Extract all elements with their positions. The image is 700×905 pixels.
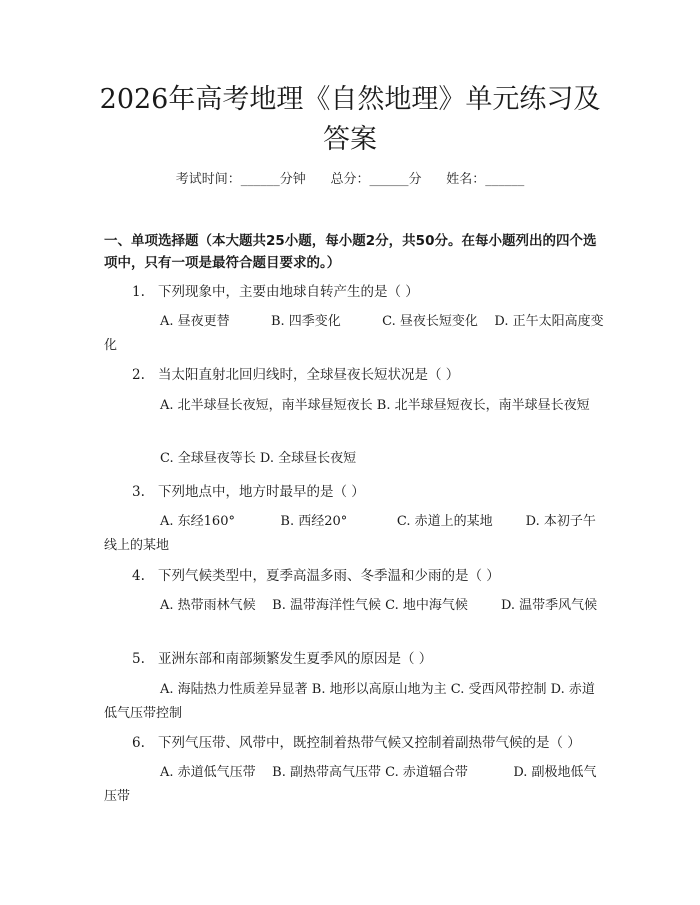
question-2-stem xyxy=(104,364,604,386)
document-title: 2026年高考地理《自然地理》单元练习及答案 xyxy=(99,84,601,155)
question-text: 亚洲东部和南部频繁发生夏季风的原因是（ ） xyxy=(158,651,433,667)
question-2-options: A. 北半球昼长夜短，南半球昼短夜长 B. 北半球昼短夜长，南半球昼长夜短 xyxy=(160,398,590,413)
question-4-stem xyxy=(104,565,604,587)
question-2-options-continued: C. 全球昼夜等长 D. 全球昼长夜短 xyxy=(160,451,357,466)
question-number: 5. xyxy=(132,651,145,667)
question-4-options: A. 热带雨林气候 B. 温带海洋性气候 C. 地中海气候 D. 温带季风气候 xyxy=(160,598,598,613)
question-text: 下列气压带、风带中，既控制着热带气候又控制着副热带气候的是（ ） xyxy=(158,735,581,751)
question-3-options: A. 东经160° B. 西经20° C. 赤道上的某地 D. 本初子午线上的某地 xyxy=(104,514,596,553)
exam-meta-line: 考试时间：______分钟 总分：______分 姓名：______ xyxy=(175,172,525,187)
question-number: 1. xyxy=(132,284,145,300)
question-3-stem xyxy=(104,481,604,503)
question-5-stem xyxy=(104,648,604,670)
question-text: 下列地点中，地方时最早的是（ ） xyxy=(158,484,365,500)
question-text: 下列气候类型中，夏季高温多雨、冬季温和少雨的是（ ） xyxy=(158,568,500,584)
question-5-options: A. 海陆热力性质差异显著 B. 地形以高原山地为主 C. 受西风带控制 D. 赤道低气压带控制 xyxy=(104,682,595,721)
question-number: 3. xyxy=(132,484,145,500)
question-text: 下列现象中，主要由地球自转产生的是（ ） xyxy=(158,284,419,300)
question-1-stem xyxy=(104,281,604,303)
section-heading: 一、单项选择题（本大题共25小题，每小题2分，共50分。在每小题列出的四个选项中，只有一项是最符合题目要求的。） xyxy=(104,233,597,271)
question-number: 4. xyxy=(132,568,145,584)
question-1-options: A. 昼夜更替 B. 四季变化 C. 昼夜长短变化 D. 正午太阳高度变化 xyxy=(104,314,604,353)
question-6-stem xyxy=(104,732,604,754)
question-text: 当太阳直射北回归线时，全球昼夜长短状况是（ ） xyxy=(158,367,460,383)
question-6-options: A. 赤道低气压带 B. 副热带高气压带 C. 赤道辐合带 D. 副极地低气压带 xyxy=(104,765,597,804)
question-number: 6. xyxy=(132,735,145,751)
question-number: 2. xyxy=(132,367,145,383)
